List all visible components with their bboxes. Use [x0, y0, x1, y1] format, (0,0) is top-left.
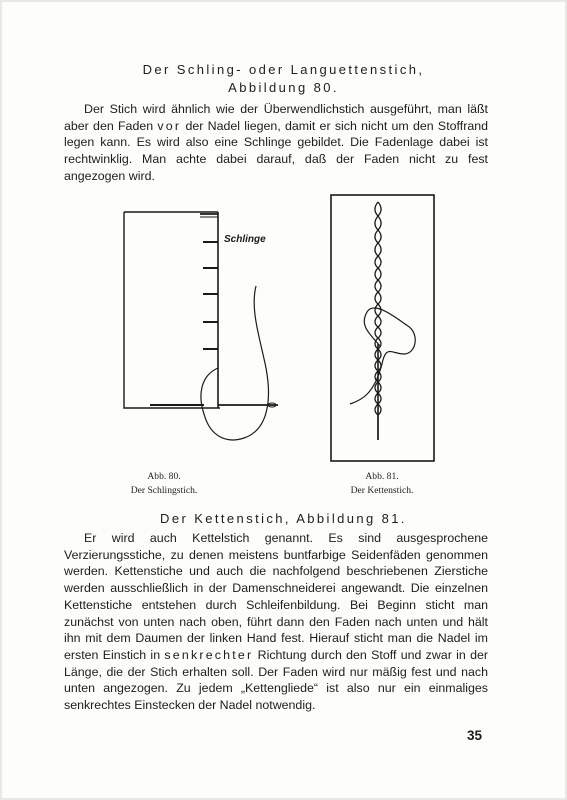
chain-link	[375, 292, 381, 304]
chain-link	[375, 268, 381, 280]
section-heading-schlingstich: Der Schling- oder Languettenstich,	[142, 62, 425, 77]
fabric-frame	[331, 195, 434, 461]
schlinge-label: Schlinge	[224, 234, 266, 245]
chain-link	[375, 304, 381, 316]
figure-81-kettenstich	[330, 194, 435, 462]
chain-link	[375, 202, 381, 216]
page-number: 35	[467, 728, 483, 743]
chain-link	[375, 243, 381, 256]
caption-number: Abb. 81.	[365, 471, 399, 482]
paragraph-text-part: der Nadel liegen, damit er sich nicht um den Stoffrand legen kann. Es wird also eine Schlinge gebildet. Die Fadenlage dabei ist rechtwinklig. Man achte dabei darauf, daß der Faden nicht zu fest angezogen wird.	[64, 118, 488, 183]
paragraph-kettenstich	[64, 530, 488, 714]
paragraph-text-part: Der Stich wird ähnlich wie der Überwendlichstich ausgeführt, man läßt aber den Faden	[64, 102, 488, 133]
caption-figure-81	[302, 470, 462, 497]
stitches	[203, 242, 218, 349]
thread-loop	[350, 308, 415, 404]
chain-link	[375, 327, 381, 338]
spaced-word: vor	[157, 118, 182, 133]
chain-link	[375, 230, 381, 243]
section-heading-abbildung-80: Abbildung 80.	[228, 80, 339, 95]
paragraph-text-part: Richtung durch den Stoff und zwar in der Länge, die der Stich erhalten soll. Der Faden wird nur mäßig fest und nach unten angezogen. Zu jedem „Kettengliede“ ist also nur ein einmaliges senkrechtes Einstecken der Nadel notwendig.	[64, 647, 488, 713]
paragraph-text-part: Er wird auch Kettelstich genannt. Es sind ausgesprochene Verzierungsstiche, zu denen meistens buntfarbige Seidenfäden genommen werden. Kettenstiche und auch die nachfolgend beschriebenen Zierstiche werden ausschließlich in der Damenschneiderei angewandt. Die einzelnen Kettenstiche entstehen durch Schleifenbildung. Bei Beginn sticht man zunächst von unten nach oben, führt dann den Faden nach unten und hält ihn mit dem Daumen der linken Hand fest. Hierauf sticht man die Nadel im ersten Einstich in	[64, 531, 488, 662]
chain-link	[375, 316, 381, 327]
section-heading-kettenstich: Der Kettenstich, Abbildung 81.	[160, 511, 407, 526]
thread-loop	[201, 286, 269, 440]
caption-number: Abb. 80.	[147, 471, 181, 482]
caption-title: Der Kettenstich.	[350, 484, 414, 496]
figure-80-schlingstich	[100, 200, 300, 460]
caption-figure-80	[84, 470, 244, 497]
caption-title: Der Schlingstich.	[130, 484, 198, 496]
chain-link	[375, 280, 381, 292]
paragraph-schlingstich	[64, 101, 488, 185]
chain-link	[375, 216, 381, 230]
chain-link	[375, 256, 381, 268]
spaced-word: senkrechter	[164, 647, 254, 662]
